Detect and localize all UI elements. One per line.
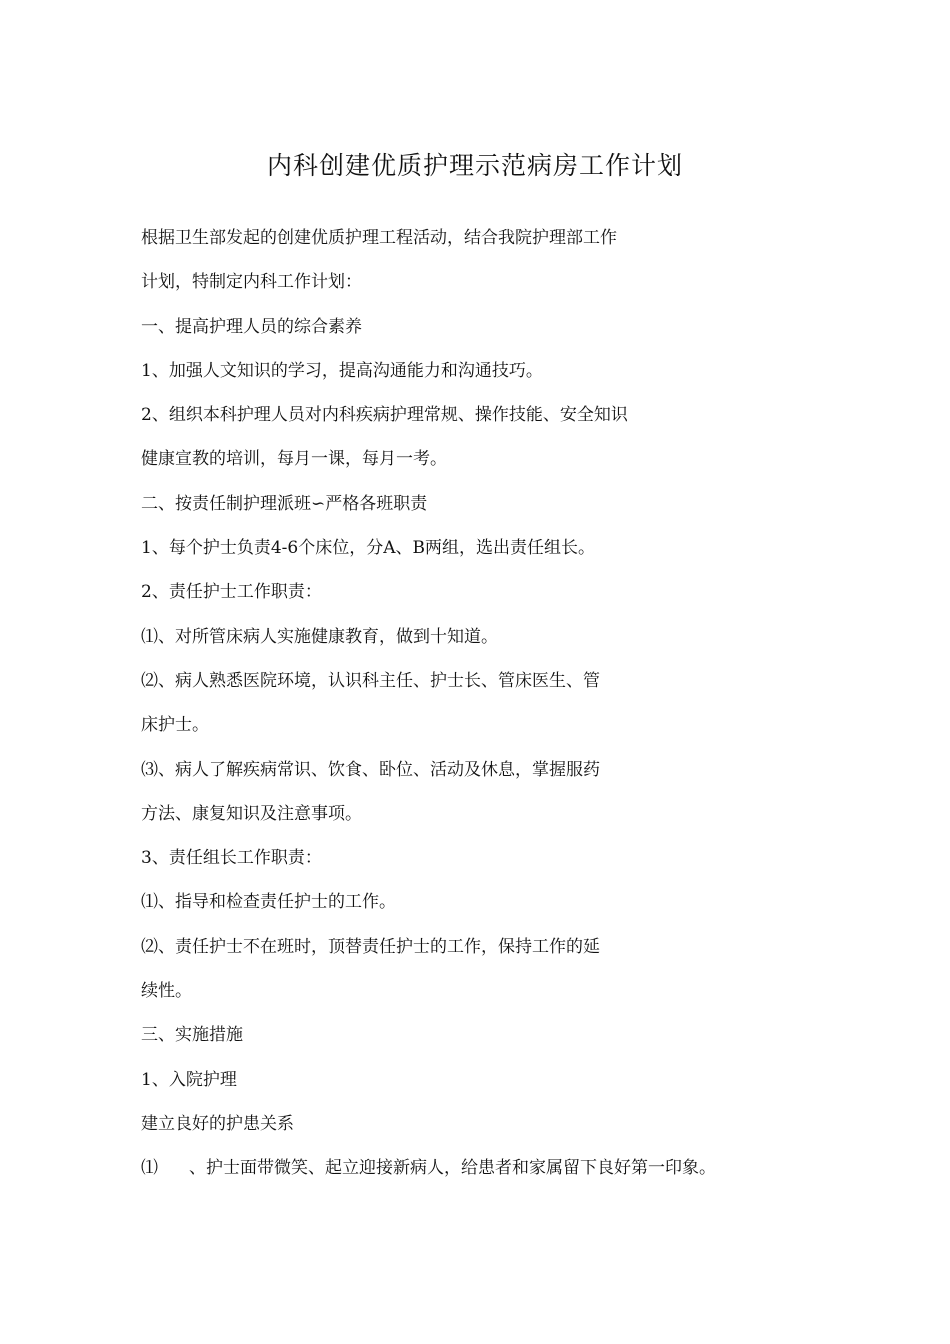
paragraph-line: ⑴、指导和检查责任护士的工作。 bbox=[141, 892, 396, 913]
paragraph-line-numbered bbox=[141, 1150, 831, 1194]
paragraph-line: 1、加强人文知识的学习，提高沟通能力和沟通技巧。 bbox=[141, 360, 543, 381]
item-text: 、护士面带微笑、起立迎接新病人，给患者和家属留下良好第一印象。 bbox=[189, 1158, 716, 1179]
paragraph-line: 建立良好的护患关系 bbox=[141, 1113, 294, 1134]
section-heading: 三、实施措施 bbox=[141, 1025, 243, 1046]
paragraph-line: ⑵、责任护士不在班时，顶替责任护士的工作，保持工作的延 bbox=[141, 936, 600, 957]
paragraph-line: 续性。 bbox=[141, 981, 192, 1002]
paragraph-line: 2、组织本科护理人员对内科疾病护理常规、操作技能、安全知识 bbox=[141, 405, 628, 426]
paragraph-line: 计划，特制定内科工作计划： bbox=[141, 272, 362, 293]
paragraph-line: 1、每个护士负责4-6个床位，分A、B两组，选出责任组长。 bbox=[141, 538, 595, 559]
paragraph-line: 根据卫生部发起的创建优质护理工程活动，结合我院护理部工作 bbox=[141, 228, 617, 248]
paragraph-line: ⑴、对所管床病人实施健康教育，做到十知道。 bbox=[141, 626, 498, 647]
paragraph-line: ⑵、病人熟悉医院环境，认识科主任、护士长、管床医生、管 bbox=[141, 670, 600, 691]
paragraph-line: ⑶、病人了解疾病常识、饮食、卧位、活动及休息，掌握服药 bbox=[141, 759, 600, 780]
document-title: 内科创建优质护理示范病房工作计划 bbox=[266, 151, 683, 180]
paragraph-line: 3、责任组长工作职责： bbox=[141, 848, 322, 869]
paragraph-line: 2、责任护士工作职责： bbox=[141, 582, 322, 603]
document-body bbox=[141, 220, 831, 1195]
item-number: ⑴ bbox=[141, 1158, 158, 1179]
section-heading: 一、提高护理人员的综合素养 bbox=[141, 316, 362, 337]
section-heading: 二、按责任制护理派班∽严格各班职责 bbox=[141, 493, 428, 514]
paragraph-line: 床护士。 bbox=[141, 715, 209, 736]
paragraph-line: 方法、康复知识及注意事项。 bbox=[141, 803, 362, 824]
paragraph-line: 健康宣教的培训，每月一课，每月一考。 bbox=[141, 449, 447, 470]
paragraph-line: 1、入院护理 bbox=[141, 1069, 237, 1090]
